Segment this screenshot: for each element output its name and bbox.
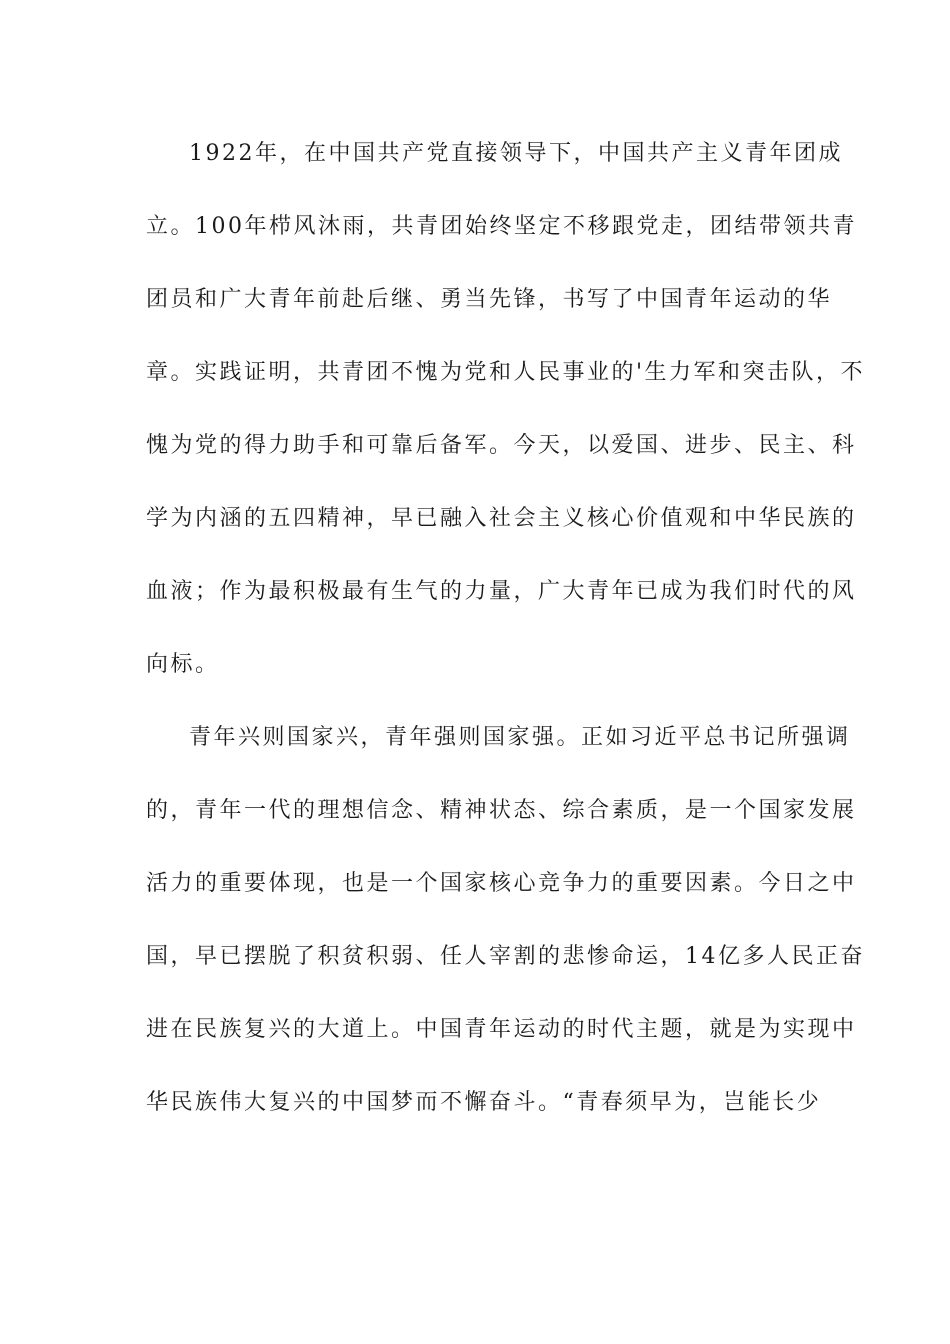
paragraph-1-line-3: 团员和广大青年前赴后继、勇当先锋，书写了中国青年运动的华 [146,287,833,312]
paragraph-2-line-2: 的，青年一代的理想信念、精神状态、综合素质，是一个国家发展 [146,798,857,823]
paragraph-1-line-4: 章。实践证明，共青团不愧为党和人民事业的'生力军和突击队，不 [146,360,866,385]
paragraph-2-line-6: 华民族伟大复兴的中国梦而不懈奋斗。“青春须早为，岂能长少 [146,1090,822,1115]
paragraph-1-line-7: 血液；作为最积极最有生气的力量，广大青年已成为我们时代的风 [146,579,857,604]
paragraph-1-line-5: 愧为党的得力助手和可靠后备军。今天，以爱国、进步、民主、科 [146,433,857,458]
paragraph-1-line-2: 立。100年栉风沐雨，共青团始终坚定不移跟党走，团结带领共青 [146,214,857,239]
paragraph-1-line-6: 学为内涵的五四精神，早已融入社会主义核心价值观和中华民族的 [146,506,857,531]
paragraph-1-line-1: 1922年，在中国共产党直接领导下，中国共产主义青年团成 [189,141,843,166]
paragraph-2-line-4: 国，早已摆脱了积贫积弱、任人宰割的悲惨命运，14亿多人民正奋 [146,944,865,969]
paragraph-2-line-1: 青年兴则国家兴，青年强则国家强。正如习近平总书记所强调 [189,725,851,750]
paragraph-2-line-5: 进在民族复兴的大道上。中国青年运动的时代主题，就是为实现中 [146,1017,857,1042]
paragraph-1-line-8: 向标。 [146,652,220,677]
paragraph-2-line-3: 活力的重要体现，也是一个国家核心竞争力的重要因素。今日之中 [146,871,857,896]
